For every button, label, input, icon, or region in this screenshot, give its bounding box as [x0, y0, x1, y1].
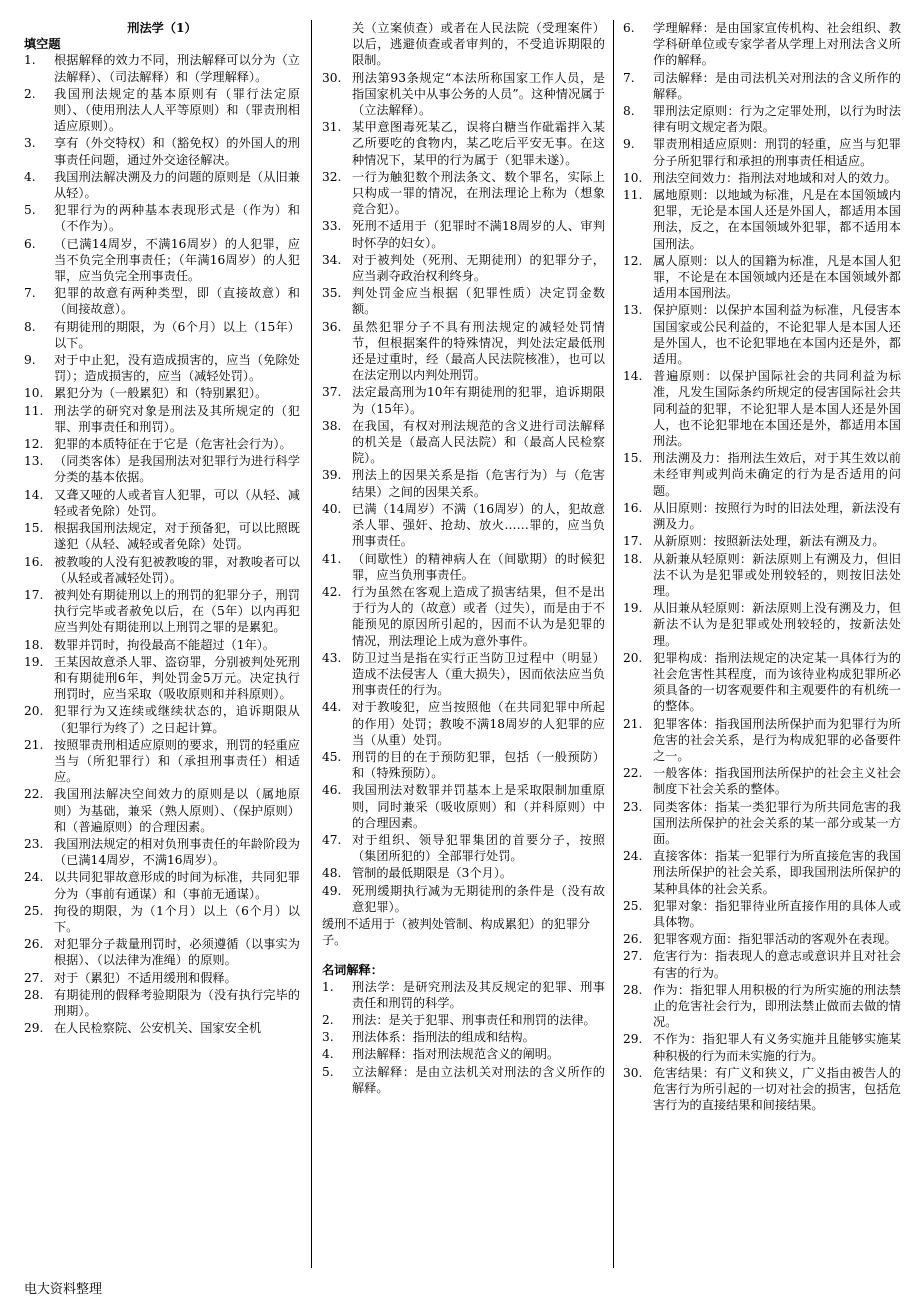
list-item: 27. 对于（累犯）不适用缓刑和假释。 [24, 970, 237, 985]
list-item: 25. 拘役的期限，为（1个月）以上（6个月）以下。 [24, 903, 300, 934]
list-item: 21. 按照罪责刑相适应原则的要求，刑罚的轻重应当与（所犯罪行）和（承担刑事责任）相适应。 [24, 737, 300, 785]
list-item: 23. 我国刑法规定的相对负刑事责任的年龄阶段为（已满14周岁，不满16周岁）。 [24, 836, 300, 868]
list-item: 11. 刑法学的研究对象是刑法及其所规定的（犯罪、刑事责任和刑罚）。 [24, 403, 300, 434]
list-item: 3. 享有（外交特权）和（豁免权）的外国人的刑事责任问题，通过外交途径解决。 [24, 136, 300, 167]
list-item: 2. 我国刑法规定的基本原则有（罪行法定原则）、（使用刑法人人平等原则）和（罪责刑相适应原则）。 [24, 86, 300, 134]
list-item: 16. 从旧原则：按照行为时的旧法处理，新法没有溯及力。 [623, 500, 901, 532]
list-item: 28. 作为：指犯罪人用积极的行为所实施的刑法禁止的危害社会行为，即刑法禁止做而去做的情况。 [623, 982, 901, 1030]
list-item: 38. 在我国，有权对刑法规范的含义进行司法解释的机关是（最高人民法院）和（最高人民检察院）。 [322, 418, 605, 466]
list-item: 22. 我国刑法解决空间效力的原则是以（属地原则）为基础，兼采（熟人原则）、（保护原则）和（普遍原则）的合理因素。 [24, 787, 300, 834]
list-item: 37. 法定最高刑为10年有期徒刑的犯罪，追诉期限为（15年）。 [322, 385, 605, 416]
terms-list-1 [322, 979, 605, 1096]
column-divider [311, 20, 312, 1268]
list-item: 19. 王某因故意杀人罪、盗窃罪，分别被判处死刑和有期徒刑6年，判处罚金5万元。决定执行刑罚时，应当采取（吸收原则和并科原则）。 [24, 654, 300, 702]
column-2 [322, 20, 605, 1262]
list-item: 5. 犯罪行为的两种基本表现形式是（作为）和（不作为）。 [24, 203, 300, 234]
column-3 [623, 20, 901, 1262]
list-item: 15. 根据我国刑法规定，对于预备犯，可以比照既遂犯（从轻、减轻或者免除）处罚。 [24, 521, 300, 552]
list-item: 4. 刑法解释：指对刑法规范含义的阐明。 [322, 1047, 560, 1062]
list-item: 24. 直接客体：指某一犯罪行为所直接危害的我国刑法所保护的社会关系，即我国刑法所保护的某种具体的社会关系。 [623, 849, 901, 896]
list-item: 12. 属人原则：以人的国籍为标准，凡是本国人犯罪，不论是在本国领域内还是在本国领域外都适用本国刑法。 [623, 253, 901, 301]
list-item: 11. 属地原则：以地域为标准，凡是在本国领域内犯罪，无论是本国人还是外国人，都适用本国刑法，反之，在本国领域外犯罪，都不适用本国刑法。 [623, 188, 901, 251]
list-item: 3. 刑法体系：指刑法的组成和结构。 [322, 1030, 535, 1045]
list-item: 17. 从新原则：按照新法处理，新法有溯及力。 [623, 534, 885, 549]
list-item: 17. 被判处有期徒刑以上的刑罚的犯罪分子，刑罚执行完毕或者赦免以后，在（5年）以内再犯应当判处有期徒刑以上刑罚之罪的是累犯。 [24, 587, 300, 635]
list-item: 14. 又聋又哑的人或者盲人犯罪，可以（从轻、减轻或者免除）处罚。 [24, 487, 300, 518]
list-item: 30. 刑法第93条规定“本法所称国家工作人员，是指国家机关中从事公务的人员”。这种情况属于（立法解释）。 [322, 70, 605, 118]
list-item: 7. 犯罪的故意有两种类型，即（直接故意）和（间接故意）。 [24, 286, 300, 317]
list-item: 19. 从旧兼从轻原则：新法原则上没有溯及力，但新法不认为是犯罪或处刑较轻的，按新法处理。 [623, 601, 901, 648]
list-item: 39. 刑法上的因果关系是指（危害行为）与（危害结果）之间的因果关系。 [322, 468, 605, 499]
list-item: 24. 以共同犯罪故意形成的时间为标准，共同犯罪分为（事前有通谋）和（事前无通谋）。 [24, 870, 300, 901]
list-item: 9. 罪责刑相适应原则：刑罚的轻重，应当与犯罪分子所犯罪行和承担的刑事责任相适应。 [623, 137, 901, 168]
list-item: 关（立案侦查）或者在人民法院（受理案件）以后，逃避侦查或者审判的，不受追诉期限的限制。 [352, 21, 605, 68]
list-item: 4. 我国刑法解决溯及力的问题的原则是（从旧兼从轻）。 [24, 169, 300, 201]
column-divider [613, 20, 614, 1268]
list-item: 49. 死刑缓期执行减为无期徒刑的条件是（没有故意犯罪）。 [322, 883, 605, 914]
list-item: 13. （同类客体）是我国刑法对犯罪行为进行科学分类的基本依据。 [24, 454, 300, 485]
list-item: 12. 犯罪的本质特征在于它是（危害社会行为）。 [24, 437, 292, 452]
fill-heading: 填空题 [24, 37, 61, 52]
list-item: 10. 累犯分为（一般累犯）和（特别累犯）。 [24, 386, 268, 401]
list-item: 18. 数罪并罚时，拘役最高不能超过（1年）。 [24, 637, 276, 652]
list-item: 8. 有期徒刑的期限，为（6个月）以上（15年）以下。 [24, 319, 300, 350]
list-item: 21. 犯罪客体：指我国刑法所保护而为犯罪行为所危害的社会关系，是行为构成犯罪的必备要件之一。 [623, 716, 901, 763]
list-item: 1. 刑法学：是研究刑法及其反规定的犯罪、刑事责任和刑罚的科学。 [322, 979, 605, 1010]
list-item: 33. 死刑不适用于（犯罪时不满18周岁的人、审判时怀孕的妇女）。 [322, 219, 605, 250]
fill-list-2 [322, 20, 605, 915]
list-item: 41. （间歇性）的精神病人在（间歇期）的时候犯罪，应当负刑事责任。 [322, 551, 605, 582]
list-item: 8. 罪刑法定原则：行为之定罪处刑，以行为时法律有明文规定者为限。 [623, 104, 901, 135]
list-item: 31. 某甲意图毒死某乙，误将白糖当作砒霜拌入某乙所要吃的食物内，某乙吃后平安无事。在这种情况下，某甲的行为属于（犯罪未遂）。 [322, 120, 605, 167]
list-item: 20. 犯罪构成：指刑法规定的决定某一具体行为的社会危害性其程度，而为该待业构成犯罪所必须具备的一切客观要件和主观要件的有机统一的整体。 [623, 650, 901, 714]
extra-fill-line: 缓刑不适用于（被判处管制、构成累犯）的犯罪分子。 [322, 916, 591, 948]
list-item: 26. 犯罪客观方面：指犯罪活动的客观外在表现。 [623, 932, 897, 947]
list-item: 15. 刑法溯及力：指刑法生效后，对于其生效以前未经审判或判尚未确定的行为是否适用的问题。 [623, 451, 901, 498]
list-item: 10. 刑法空间效力：指刑法对地域和对人的效力。 [623, 170, 897, 185]
list-item: 30. 危害结果：有广义和狭义，广义指由被告人的危害行为所引起的一切对社会的损害，包括危害行为的直接结果和间接结果。 [623, 1065, 901, 1113]
list-item: 34. 对于被判处（死刑、无期徒刑）的犯罪分子，应当剥夺政治权利终身。 [322, 252, 605, 284]
list-item: 47. 对于组织、领导犯罪集团的首要分子，按照（集团所犯的）全部罪行处罚。 [322, 832, 605, 864]
list-item: 35. 判处罚金应当根据（犯罪性质）决定罚金数额。 [322, 286, 605, 317]
list-item: 23. 同类客体：指某一类犯罪行为所共同危害的我国刑法所保护的社会关系的某一部分或某一方面。 [623, 799, 901, 846]
list-item: 5. 立法解释：是由立法机关对刑法的含义所作的解释。 [322, 1064, 605, 1095]
list-item: 1. 根据解释的效力不同，刑法解释可以分为（立法解释）、（司法解释）和（学理解释）。 [24, 53, 300, 84]
list-item: 36. 虽然犯罪分子不具有刑法规定的减轻处罚情节，但根据案件的特殊情况，判处法定最低刑还是过重时，经（最高人民法院核准），也可以在法定刑以内判处刑罚。 [322, 319, 605, 383]
list-item: 2. 刑法：是关于犯罪、刑事责任和刑罚的法律。 [322, 1012, 596, 1027]
list-item: 43. 防卫过当是指在实行正当防卫过程中（明显）造成不法侵害人（重大损失），因而依法应当负刑事责任的行为。 [322, 650, 605, 698]
list-item: 29. 不作为：指犯罪人有义务实施并且能够实施某种积极的行为而未实施的行为。 [623, 1032, 901, 1063]
terms-list-2 [623, 20, 901, 1113]
page-footer: 电大资料整理 [24, 1282, 103, 1297]
list-item: 6. （已满14周岁，不满16周岁）的人犯罪，应当不负完全刑事责任；（年满16周岁）的人犯罪，应当负完全刑事责任。 [24, 236, 300, 284]
page-title: 刑法学（1） [127, 21, 197, 35]
list-item: 45. 刑罚的目的在于预防犯罪，包括（一般预防）和（特殊预防）。 [322, 749, 605, 781]
list-item: 28. 有期徒刑的假释考验期限为（没有执行完毕的刑期）。 [24, 987, 300, 1018]
list-item: 14. 普遍原则：以保护国际社会的共同利益为标准，凡发生国际条约所规定的侵害国际社会共同利益的犯罪，不论犯罪人是本国人还是外国人，也不论犯罪地在本国还是外，都适用本国刑法。 [623, 369, 901, 449]
list-item: 6. 学理解释：是由国家宣传机构、社会组织、教学科研单位或专家学者从学理上对刑法含义所作的解释。 [623, 21, 901, 68]
list-item: 18. 从新兼从轻原则：新法原则上有溯及力，但旧法不认为是犯罪或处刑较轻的，则按旧法处理。 [623, 551, 901, 598]
list-item: 44. 对于教唆犯，应当按照他（在共同犯罪中所起的作用）处罚；教唆不满18周岁的人犯罪的应当（从重）处罚。 [322, 700, 605, 747]
list-item: 40. 已满（14周岁）不满（16周岁）的人，犯故意杀人罪、强奸、抢劫、放火……罪的，应当负刑事责任。 [322, 501, 605, 549]
list-item: 25. 犯罪对象：指犯罪待业所直接作用的具体人或具体物。 [623, 898, 901, 929]
list-item: 32. 一行为触犯数个刑法条文、数个罪名，实际上只构成一罪的情况，在刑法理论上称为（想象竞合犯）。 [322, 169, 605, 217]
list-item: 22. 一般客体：指我国刑法所保护的社会主义社会制度下社会关系的整体。 [623, 766, 901, 797]
column-1 [24, 20, 300, 1262]
list-item: 16. 被教唆的人没有犯被教唆的罪，对教唆者可以（从轻或者减轻处罚）。 [24, 554, 300, 585]
list-item: 48. 管制的最低期限是（3个月）。 [322, 866, 513, 881]
list-item: 9. 对于中止犯，没有造成损害的，应当（免除处罚）；造成损害的，应当（减轻处罚）。 [24, 353, 300, 384]
list-item: 42. 行为虽然在客观上造成了损害结果，但不是出于行为人的（故意）或者（过失），而是由于不能预见的原因所引起的，因而不认为是犯罪的情况，刑法理论上成为意外事件。 [322, 584, 605, 648]
list-item: 29. 在人民检察院、公安机关、国家安全机 [24, 1021, 262, 1036]
terms-heading: 名词解释： [322, 963, 383, 978]
list-item: 20. 犯罪行为又连续或继续状态的，追诉期限从（犯罪行为终了）之日起计算。 [24, 704, 300, 735]
list-item: 7. 司法解释：是由司法机关对刑法的含义所作的解释。 [623, 70, 901, 101]
list-item: 27. 危害行为：指表现人的意志或意识并且对社会有害的行为。 [623, 949, 901, 980]
list-item: 13. 保护原则：以保护本国利益为标准，凡侵害本国国家或公民利益的，不论犯罪人是本国人还是外国人，也不论犯罪地在本国内还是外，都适用。 [623, 303, 901, 367]
fill-list-1 [24, 52, 300, 1036]
list-item: 26. 对犯罪分子裁量刑罚时，必须遵循（以事实为根据）、（以法律为准绳）的原则。 [24, 937, 300, 968]
list-item: 46. 我国刑法对数罪并罚基本上是采取限制加重原则，同时兼采（吸收原则）和（并科原则）中的合理因素。 [322, 783, 605, 830]
